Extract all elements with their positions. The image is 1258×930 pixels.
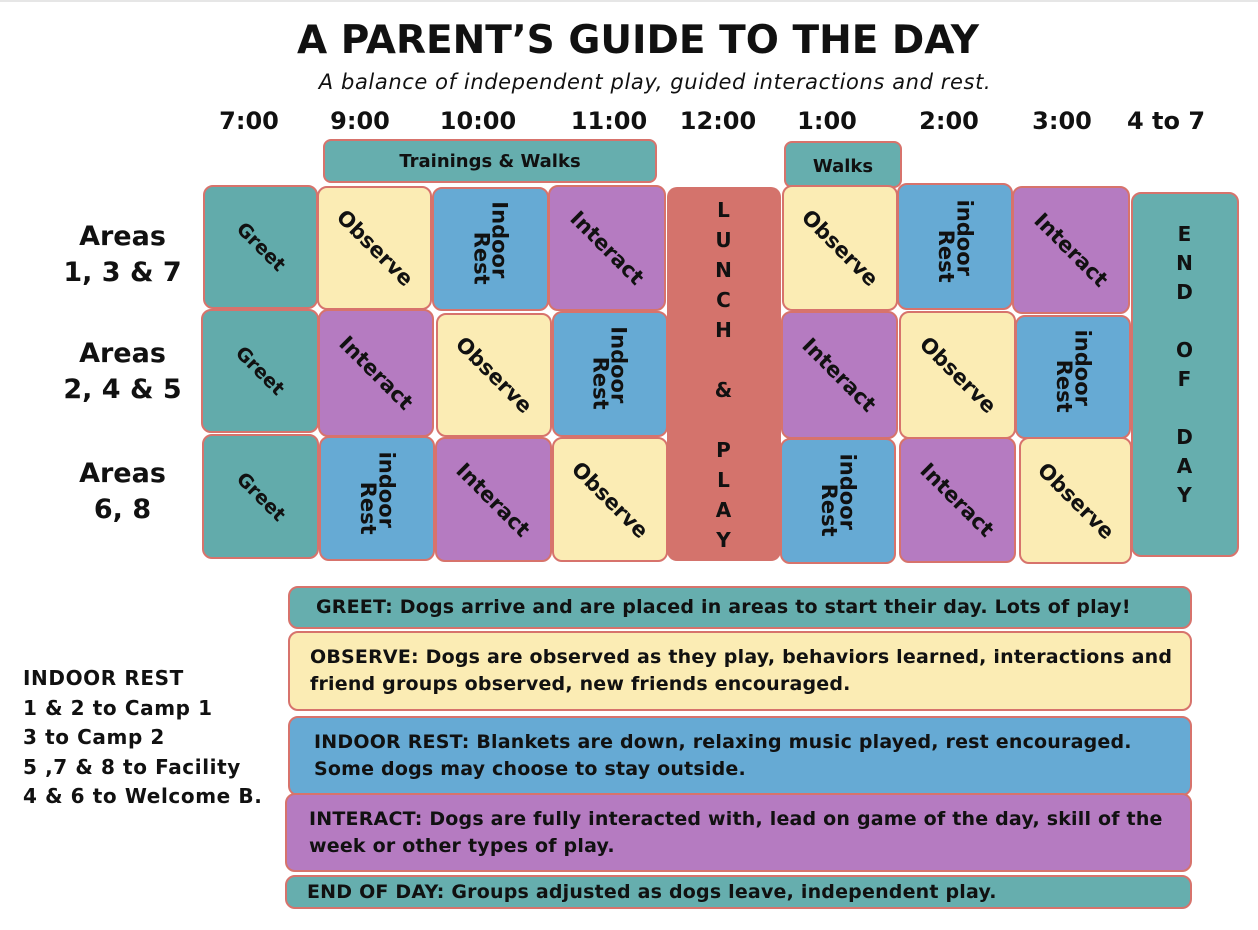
trainings-walks-bar [323, 139, 657, 183]
lunch-and-play-text: L U N C H & P L A Y [714, 198, 734, 552]
time-label: 2:00 [919, 107, 979, 135]
cell-interact: Interact [899, 437, 1016, 563]
cell-observe: Observe [899, 311, 1016, 439]
page-subtitle: A balance of independent play, guided interactions and rest. [318, 70, 992, 94]
time-label: 7:00 [219, 107, 279, 135]
cell-indoor-rest: indoor Rest [1015, 315, 1131, 439]
cell-interact: Interact [548, 185, 666, 311]
cell-greet: Greet [201, 309, 319, 433]
cell-indoor-rest: Indoor Rest [432, 187, 549, 311]
time-label: 10:00 [439, 107, 517, 135]
time-label: 1:00 [797, 107, 857, 135]
cell-interact: Interact [781, 311, 898, 439]
walks-bar [784, 141, 902, 188]
end-of-day-text: E N D O F D A Y [1175, 222, 1194, 507]
cell-observe: Observe [552, 437, 668, 562]
time-label: 11:00 [570, 107, 648, 135]
trainings-walks-label: Trainings & Walks [399, 150, 581, 172]
legend-end-of-day: END OF DAY: Groups adjusted as dogs leave, independent play. [285, 875, 1192, 909]
cell-indoor-rest: indoor Rest [319, 436, 435, 561]
cell-interact: Interact [1012, 186, 1130, 314]
legend-observe: OBSERVE: Dogs are observed as they play, behaviors learned, interactions and friend groups observed, new friends encouraged. [288, 631, 1192, 711]
cell-observe: Observe [782, 185, 898, 311]
legend-greet: GREET: Dogs arrive and are placed in areas to start their day. Lots of play! [288, 586, 1192, 629]
legend-interact: INTERACT: Dogs are fully interacted with, lead on game of the day, skill of the week or other types of play. [285, 793, 1192, 872]
lunch-and-play-block [667, 187, 781, 561]
cell-interact: Interact [318, 309, 434, 437]
cell-indoor-rest: indoor Rest [897, 183, 1013, 310]
end-of-day-block [1131, 192, 1239, 557]
cell-greet: Greet [203, 185, 318, 309]
time-label: 9:00 [330, 107, 390, 135]
cell-greet: Greet [202, 434, 319, 559]
cell-observe: Observe [436, 313, 552, 437]
time-label: 12:00 [679, 107, 757, 135]
cell-indoor-rest: Indoor Rest [552, 311, 668, 437]
row-label-areas-1-3-7: Areas 1, 3 & 7 [63, 221, 182, 288]
row-label-areas-6-8: Areas 6, 8 [79, 458, 166, 525]
cell-observe: Observe [1019, 437, 1132, 564]
page-title: A PARENT’S GUIDE TO THE DAY [297, 18, 979, 63]
cell-observe: Observe [317, 186, 432, 310]
legend-indoor-rest: INDOOR REST: Blankets are down, relaxing music played, rest encouraged. Some dogs may choose to stay outside. [288, 716, 1192, 796]
row-label-areas-2-4-5: Areas 2, 4 & 5 [63, 338, 182, 405]
time-label: 4 to 7 [1126, 107, 1206, 135]
top-divider [0, 0, 1258, 2]
walks-label: Walks [812, 156, 874, 177]
cell-interact: Interact [435, 437, 552, 562]
indoor-rest-note: INDOOR REST 1 & 2 to Camp 1 3 to Camp 2 5 ,7 & 8 to Facility 4 & 6 to Welcome B. [23, 666, 263, 808]
cell-indoor-rest: indoor Rest [780, 438, 896, 564]
time-label: 3:00 [1032, 107, 1092, 135]
